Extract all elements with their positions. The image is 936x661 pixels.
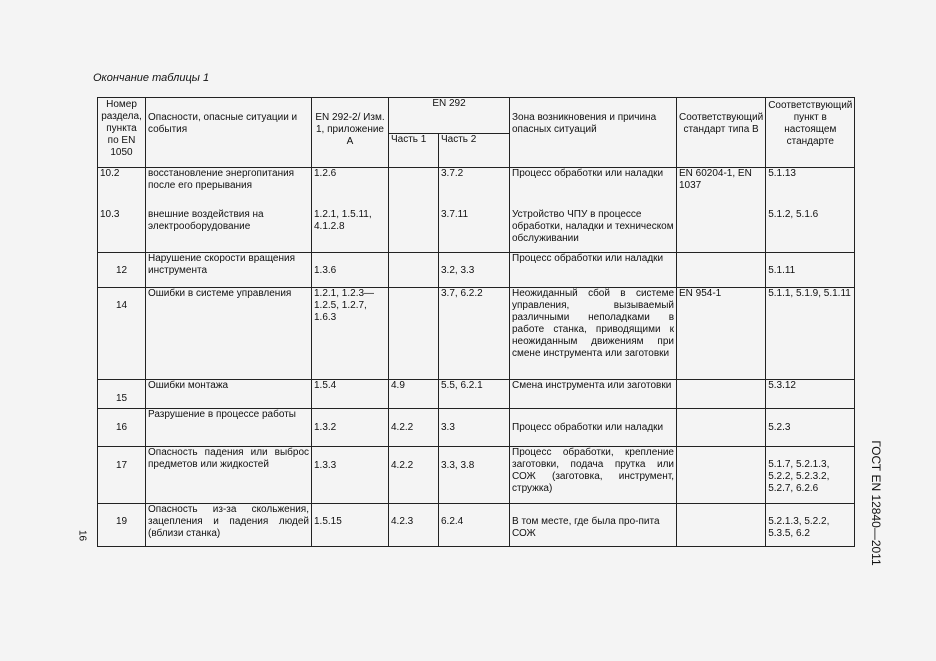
cell-point: 5.2.3 xyxy=(766,409,855,447)
cell-part2: 5.5, 6.2.1 xyxy=(439,380,510,409)
cell-hazard: Ошибки монтажа xyxy=(146,380,312,409)
cell-part1 xyxy=(389,168,439,209)
table-row xyxy=(98,288,855,380)
cell-num: 19 xyxy=(98,504,146,547)
header-part2: Часть 2 xyxy=(439,134,510,168)
cell-zone: В том месте, где была про-пита СОЖ xyxy=(510,504,677,547)
cell-en2922: 1.3.3 xyxy=(312,447,389,504)
cell-part1 xyxy=(389,253,439,288)
cell-en2922: 1.3.6 xyxy=(312,253,389,288)
cell-num: 10.3 xyxy=(98,209,146,253)
cell-zone: Процесс обработки, крепление заготовки, подача прутка или СОЖ (заготовка, инструмент, стружка) xyxy=(510,447,677,504)
cell-hazard: Ошибки в системе управления xyxy=(146,288,312,380)
cell-standard-b xyxy=(677,409,766,447)
header-en292: EN 292 xyxy=(389,98,510,134)
header-zone: Зона возникновения и причина опасных ситуаций xyxy=(510,98,677,168)
cell-standard-b xyxy=(677,504,766,547)
cell-standard-b: EN 60204-1, EN 1037 xyxy=(677,168,766,209)
header-part1: Часть 1 xyxy=(389,134,439,168)
cell-standard-b xyxy=(677,209,766,253)
cell-point: 5.3.12 xyxy=(766,380,855,409)
cell-part2: 3.2, 3.3 xyxy=(439,253,510,288)
table-row xyxy=(98,253,855,288)
header-hazards: Опасности, опасные ситуации и события xyxy=(146,98,312,168)
cell-hazard: восстановление энергопитания после его прерывания xyxy=(146,168,312,209)
cell-part2: 6.2.4 xyxy=(439,504,510,547)
cell-part1 xyxy=(389,288,439,380)
page-number: 16 xyxy=(76,529,88,542)
cell-part2: 3.7.2 xyxy=(439,168,510,209)
cell-num: 14 xyxy=(98,288,146,380)
cell-en2922: 1.5.4 xyxy=(312,380,389,409)
cell-hazard: внешние воздействия на электрооборудование xyxy=(146,209,312,253)
document-code: ГОСТ EN 12840—2011 xyxy=(869,440,883,566)
cell-standard-b: EN 954-1 xyxy=(677,288,766,380)
header-en292-2: EN 292-2/ Изм. 1, приложение А xyxy=(312,98,389,168)
table-row xyxy=(98,409,855,447)
cell-point: 5.2.1.3, 5.2.2, 5.3.5, 6.2 xyxy=(766,504,855,547)
header-point: Соответствующий пункт в настоящем стандарте xyxy=(766,98,855,168)
cell-zone: Неожиданный сбой в системе управления, вызываемый различными неполадками в работе станка, приводящими к неожиданным движениям при смене инструмента или заготовки xyxy=(510,288,677,380)
table-caption: Окончание таблицы 1 xyxy=(93,72,210,84)
cell-part1 xyxy=(389,209,439,253)
cell-part2: 3.7.11 xyxy=(439,209,510,253)
table-row xyxy=(98,504,855,547)
cell-point: 5.1.13 xyxy=(766,168,855,209)
cell-part1: 4.2.3 xyxy=(389,504,439,547)
cell-part2: 3.3, 3.8 xyxy=(439,447,510,504)
cell-en2922: 1.5.15 xyxy=(312,504,389,547)
cell-en2922: 1.2.1, 1.2.3—1.2.5, 1.2.7, 1.6.3 xyxy=(312,288,389,380)
cell-part2: 3.7, 6.2.2 xyxy=(439,288,510,380)
cell-standard-b xyxy=(677,253,766,288)
cell-point: 5.1.7, 5.2.1.3, 5.2.2, 5.2.3.2, 5.2.7, 6.2.6 xyxy=(766,447,855,504)
cell-num: 10.2 xyxy=(98,168,146,209)
cell-en2922: 1.2.1, 1.5.11, 4.1.2.8 xyxy=(312,209,389,253)
cell-hazard: Опасность из-за скольжения, зацепления и падения людей (вблизи станка) xyxy=(146,504,312,547)
cell-part2: 3.3 xyxy=(439,409,510,447)
cell-hazard: Разрушение в процессе работы xyxy=(146,409,312,447)
cell-part1: 4.2.2 xyxy=(389,409,439,447)
hazards-table xyxy=(97,97,855,547)
cell-num: 17 xyxy=(98,447,146,504)
table-row xyxy=(98,447,855,504)
cell-num: 16 xyxy=(98,409,146,447)
table-row xyxy=(98,209,855,253)
cell-zone: Процесс обработки или наладки xyxy=(510,253,677,288)
cell-zone: Устройство ЧПУ в процессе обработки, наладки и техническом обслуживании xyxy=(510,209,677,253)
cell-hazard: Опасность падения или выброс предметов или жидкостей xyxy=(146,447,312,504)
table-row xyxy=(98,168,855,209)
cell-standard-b xyxy=(677,380,766,409)
cell-en2922: 1.2.6 xyxy=(312,168,389,209)
cell-zone: Процесс обработки или наладки xyxy=(510,409,677,447)
cell-standard-b xyxy=(677,447,766,504)
header-section-number: Номер раздела, пункта по EN 1050 xyxy=(98,98,146,168)
cell-en2922: 1.3.2 xyxy=(312,409,389,447)
cell-point: 5.1.2, 5.1.6 xyxy=(766,209,855,253)
header-standard-b: Соответствующий стандарт типа В xyxy=(677,98,766,168)
cell-num: 15 xyxy=(98,380,146,409)
cell-point: 5.1.11 xyxy=(766,253,855,288)
cell-zone: Процесс обработки или наладки xyxy=(510,168,677,209)
cell-part1: 4.2.2 xyxy=(389,447,439,504)
cell-hazard: Нарушение скорости вращения инструмента xyxy=(146,253,312,288)
cell-num: 12 xyxy=(98,253,146,288)
cell-zone: Смена инструмента или заготовки xyxy=(510,380,677,409)
cell-part1: 4.9 xyxy=(389,380,439,409)
cell-point: 5.1.1, 5.1.9, 5.1.11 xyxy=(766,288,855,380)
table-row xyxy=(98,380,855,409)
